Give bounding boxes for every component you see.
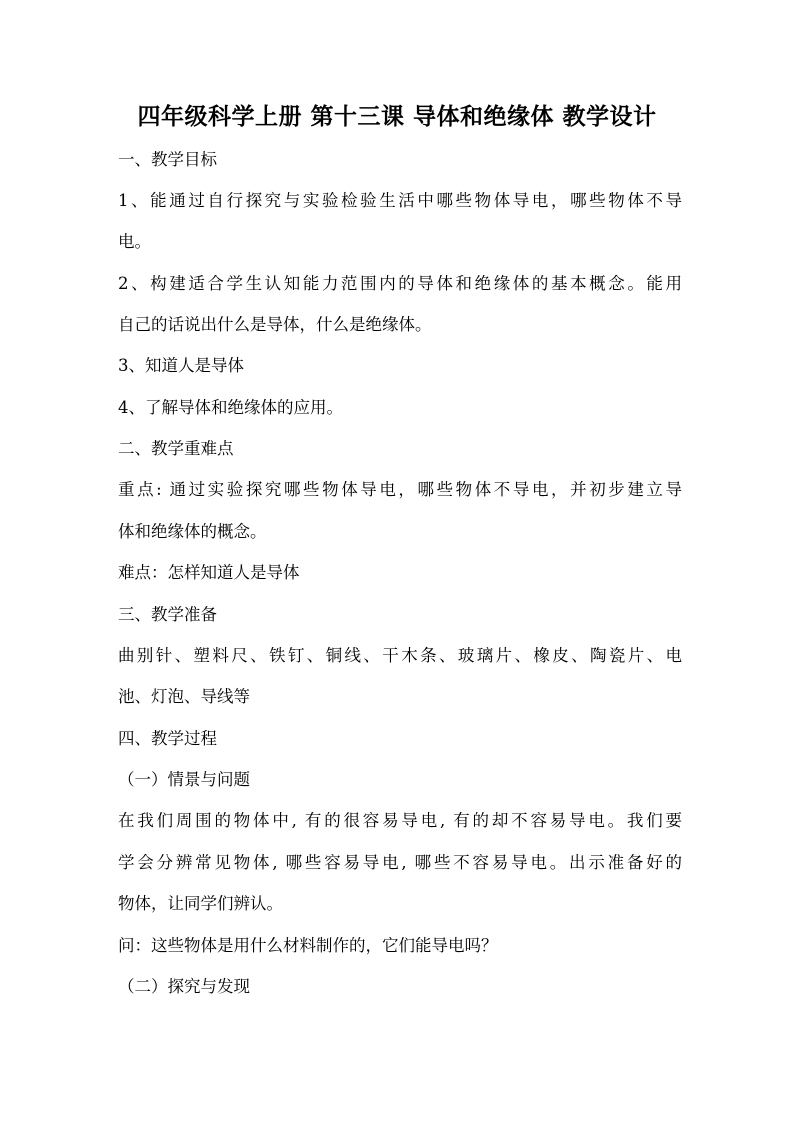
paragraph-line: 1、能通过自行探究与实验检验生活中哪些物体导电，哪些物体不导 xyxy=(118,191,682,210)
section-heading-key-points: 二、教学重难点 xyxy=(118,439,234,458)
section-heading-preparation: 三、教学准备 xyxy=(118,605,217,624)
paragraph-line: 4、了解导体和绝缘体的应用。 xyxy=(118,398,343,417)
paragraph-line: 在我们周围的物体中, 有的很容易导电, 有的却不容易导电。我们要 xyxy=(118,811,682,830)
paragraph-line: 池、灯泡、导线等 xyxy=(118,687,250,706)
paragraph-line: 学会分辨常见物体, 哪些容易导电, 哪些不容易导电。出示准备好的 xyxy=(118,853,682,872)
paragraph-line: 2、构建适合学生认知能力范围内的导体和绝缘体的基本概念。能用 xyxy=(118,274,682,293)
subsection-heading: （一）情景与问题 xyxy=(118,770,250,789)
paragraph-line: 曲别针、塑料尺、铁钉、铜线、干木条、玻璃片、橡皮、陶瓷片、电 xyxy=(118,646,682,665)
paragraph-line: 难点：怎样知道人是导体 xyxy=(118,563,300,582)
section-heading-process: 四、教学过程 xyxy=(118,729,217,748)
paragraph-line: 3、知道人是导体 xyxy=(118,356,244,375)
paragraph-line: 问：这些物体是用什么材料制作的，它们能导电吗？ xyxy=(118,936,498,955)
document-title: 四年级科学上册 第十三课 导体和绝缘体 教学设计 xyxy=(137,104,657,130)
section-heading-goals: 一、教学目标 xyxy=(118,150,217,169)
subsection-heading: （二）探究与发现 xyxy=(118,977,250,996)
paragraph-line: 体和绝缘体的概念。 xyxy=(118,522,267,541)
paragraph-line: 重点: 通过实验探究哪些物体导电，哪些物体不导电，并初步建立导 xyxy=(118,480,682,499)
paragraph-line: 电。 xyxy=(118,232,151,251)
paragraph-line: 自己的话说出什么是导体，什么是绝缘体。 xyxy=(118,315,432,334)
paragraph-line: 物体，让同学们辨认。 xyxy=(118,894,283,913)
